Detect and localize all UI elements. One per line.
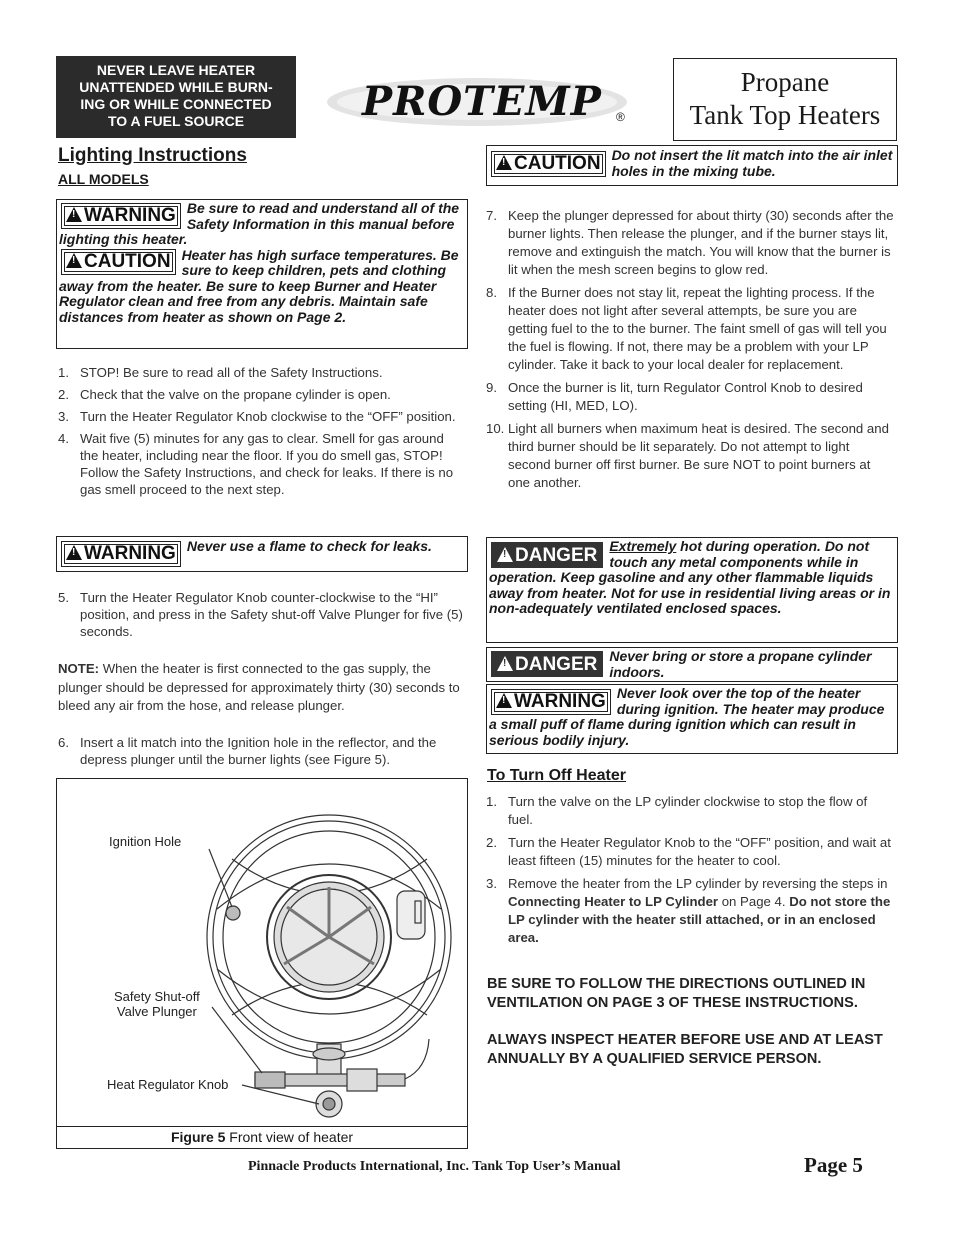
warning-text: Never use a flame to check for leaks.: [186, 538, 432, 554]
danger-badge: !DANGER: [491, 651, 603, 677]
label-plunger: Safety Shut-off Valve Plunger: [114, 989, 200, 1019]
note-paragraph: [58, 660, 463, 716]
caution-text: Do not insert the lit match into the air inlet holes in the mixing tube.: [611, 147, 893, 179]
figure-caption: Figure 5 Front view of heater: [57, 1126, 467, 1148]
warning-triangle-icon: [496, 693, 512, 708]
registered-mark: ®: [616, 110, 625, 124]
list-item: 7. Keep the plunger depressed for about thirty (30) seconds after the burner lights. Then release the plunger, and if the burner stays lit, remove and extinguish the match. You will know that the burner is lit when the mesh screen begins to glow red.: [486, 208, 894, 277]
caution-badge: !CAUTION: [61, 249, 176, 275]
heater-illustration: [57, 779, 466, 1127]
warning-badge: !WARNING: [61, 541, 181, 567]
danger-triangle-icon: [497, 547, 513, 562]
warning-box-3: [486, 684, 898, 754]
models-subtitle: ALL MODELS: [58, 171, 149, 187]
inspection-paragraph: ALWAYS INSPECT HEATER BEFORE USE AND AT LEAST ANNUALLY BY A QUALIFIED SERVICE PERSON.: [487, 1032, 883, 1067]
warning-badge: !WARNING: [61, 203, 181, 229]
caution-triangle-icon: [66, 253, 82, 268]
figure-5: [56, 778, 468, 1149]
list-item: 10. Light all burners when maximum heat is desired. The second and third burner should be lit separately. Do not attempt to light second burner off first burner. Be sure NOT to point burners at one another.: [486, 421, 889, 490]
note-label: NOTE:: [58, 661, 100, 676]
footer-manual: Pinnacle Products International, Inc. Tank Top User’s Manual: [248, 1159, 621, 1174]
warning-triangle-icon: [66, 207, 82, 222]
ventilation-paragraph: BE SURE TO FOLLOW THE DIRECTIONS OUTLINED IN VENTILATION ON PAGE 3 OF THESE INSTRUCTIONS.: [487, 976, 866, 1011]
logo-wordmark: PROTEMP: [362, 78, 602, 125]
list-item: 4. Wait five (5) minutes for any gas to clear. Smell for gas around the heater, including near the floor. If you do smell gas, STOP! Follow the Safety Instructions, and check for leaks. If there is no gas smell proceed to the next step.: [58, 431, 454, 497]
caution-triangle-icon: [496, 155, 512, 170]
match-caution-box: [486, 145, 898, 186]
steps-list-b: [486, 207, 894, 497]
list-item: 2. Check that the valve on the propane cylinder is open.: [58, 387, 391, 402]
danger-triangle-icon: [497, 656, 513, 671]
list-item: 6. Insert a lit match into the Ignition hole in the reflector, and the depress plunger until the burner lights (see Figure 5).: [58, 735, 437, 767]
list-item: 5. Turn the Heater Regulator Knob counter-clockwise to the “HI” position, and press in the Safety shut-off Valve Plunger for five (5) seconds.: [58, 590, 463, 639]
safety-box-1: [56, 199, 468, 349]
list-item: 2. Turn the Heater Regulator Knob to the “OFF” position, and wait at least fifteen (15) minutes for the heater to cool.: [486, 835, 891, 868]
warning-text: Never look over the top of the heater during ignition. The heater may produce a small puff of flame during ignition which can result in serious bodily injury.: [489, 685, 885, 748]
turn-off-title: To Turn Off Heater: [487, 767, 626, 784]
section-title: Lighting Instructions: [58, 145, 247, 166]
note-text: When the heater is first connected to the gas supply, the plunger should be depressed for approximately thirty (30) seconds to bleed any air from the hose, and release plunger.: [58, 661, 460, 713]
list-item: 8. If the Burner does not stay lit, repeat the lighting process. If the heater does not light after several attempts, be sure you are getting fuel to the to the burner. The faint smell of gas will tell you the fuel is flowing. If not, there may be a problem with your LP cylinder. Take it back to your local dealer for replacement.: [486, 285, 887, 372]
title-line-2: Tank Top Heaters: [689, 100, 881, 130]
never-leave-notice: [56, 56, 296, 138]
leak-warning-box: [56, 536, 468, 572]
danger-box-2: [486, 647, 898, 682]
steps-list-a: [58, 364, 463, 503]
turn-off-steps: [486, 793, 894, 952]
notice-line: UNATTENDED WHILE BURN-: [79, 79, 273, 95]
warning-triangle-icon: [66, 545, 82, 560]
list-item: 9. Once the burner is lit, turn Regulator Control Knob to desired setting (HI, MED, LO).: [486, 380, 863, 413]
step-6: [58, 734, 463, 773]
danger-text: hot during operation. Do not touch any metal components while in operation. Keep gasoline and any other flammable liquids away from heater. Not for use in residential living areas or in non-adequately ventilated enclosed spaces.: [489, 538, 891, 616]
danger-badge: !DANGER: [491, 542, 603, 568]
list-item: 1. STOP! Be sure to read all of the Safety Instructions.: [58, 365, 383, 380]
caution-text: Heater has high surface temperatures. Be sure to keep children, pets and clothing away from the heater. Be sure to keep Burner and Heater Regulator clean and free from any debris. Maintain safe distances from heater as shown on Page 2.: [59, 246, 459, 325]
protemp-logo: [322, 74, 642, 134]
warning-badge: !WARNING: [491, 689, 611, 715]
title-line-1: Propane: [740, 67, 830, 97]
warning-text: Be sure to read and understand all of the Safety Information in this manual before lighting this heater.: [59, 200, 460, 247]
list-item: 1. Turn the valve on the LP cylinder clockwise to stop the flow of fuel.: [486, 794, 868, 827]
label-ignition-hole: Ignition Hole: [109, 834, 182, 849]
notice-line: ING OR WHILE CONNECTED: [80, 96, 272, 112]
caution-badge: !CAUTION: [491, 151, 606, 177]
danger-box-1: [486, 537, 898, 643]
notice-line: NEVER LEAVE HEATER: [96, 62, 256, 78]
page-number: Page 5: [804, 1153, 863, 1177]
danger-text: Never bring or store a propane cylinder indoors.: [609, 648, 872, 680]
step-5: [58, 589, 463, 645]
danger-emphasis: Extremely: [609, 538, 677, 554]
notice-line: TO A FUEL SOURCE: [107, 113, 245, 129]
document-title: [673, 58, 897, 141]
list-item: 3. Remove the heater from the LP cylinder by reversing the steps in Connecting Heater to LP Cylinder on Page 4. Do not store the LP cylinder with the heater still attached, or in an enclosed area.: [486, 876, 891, 945]
label-regulator-knob: Heat Regulator Knob: [107, 1077, 229, 1092]
list-item: 3. Turn the Heater Regulator Knob clockwise to the “OFF” position.: [58, 409, 456, 424]
